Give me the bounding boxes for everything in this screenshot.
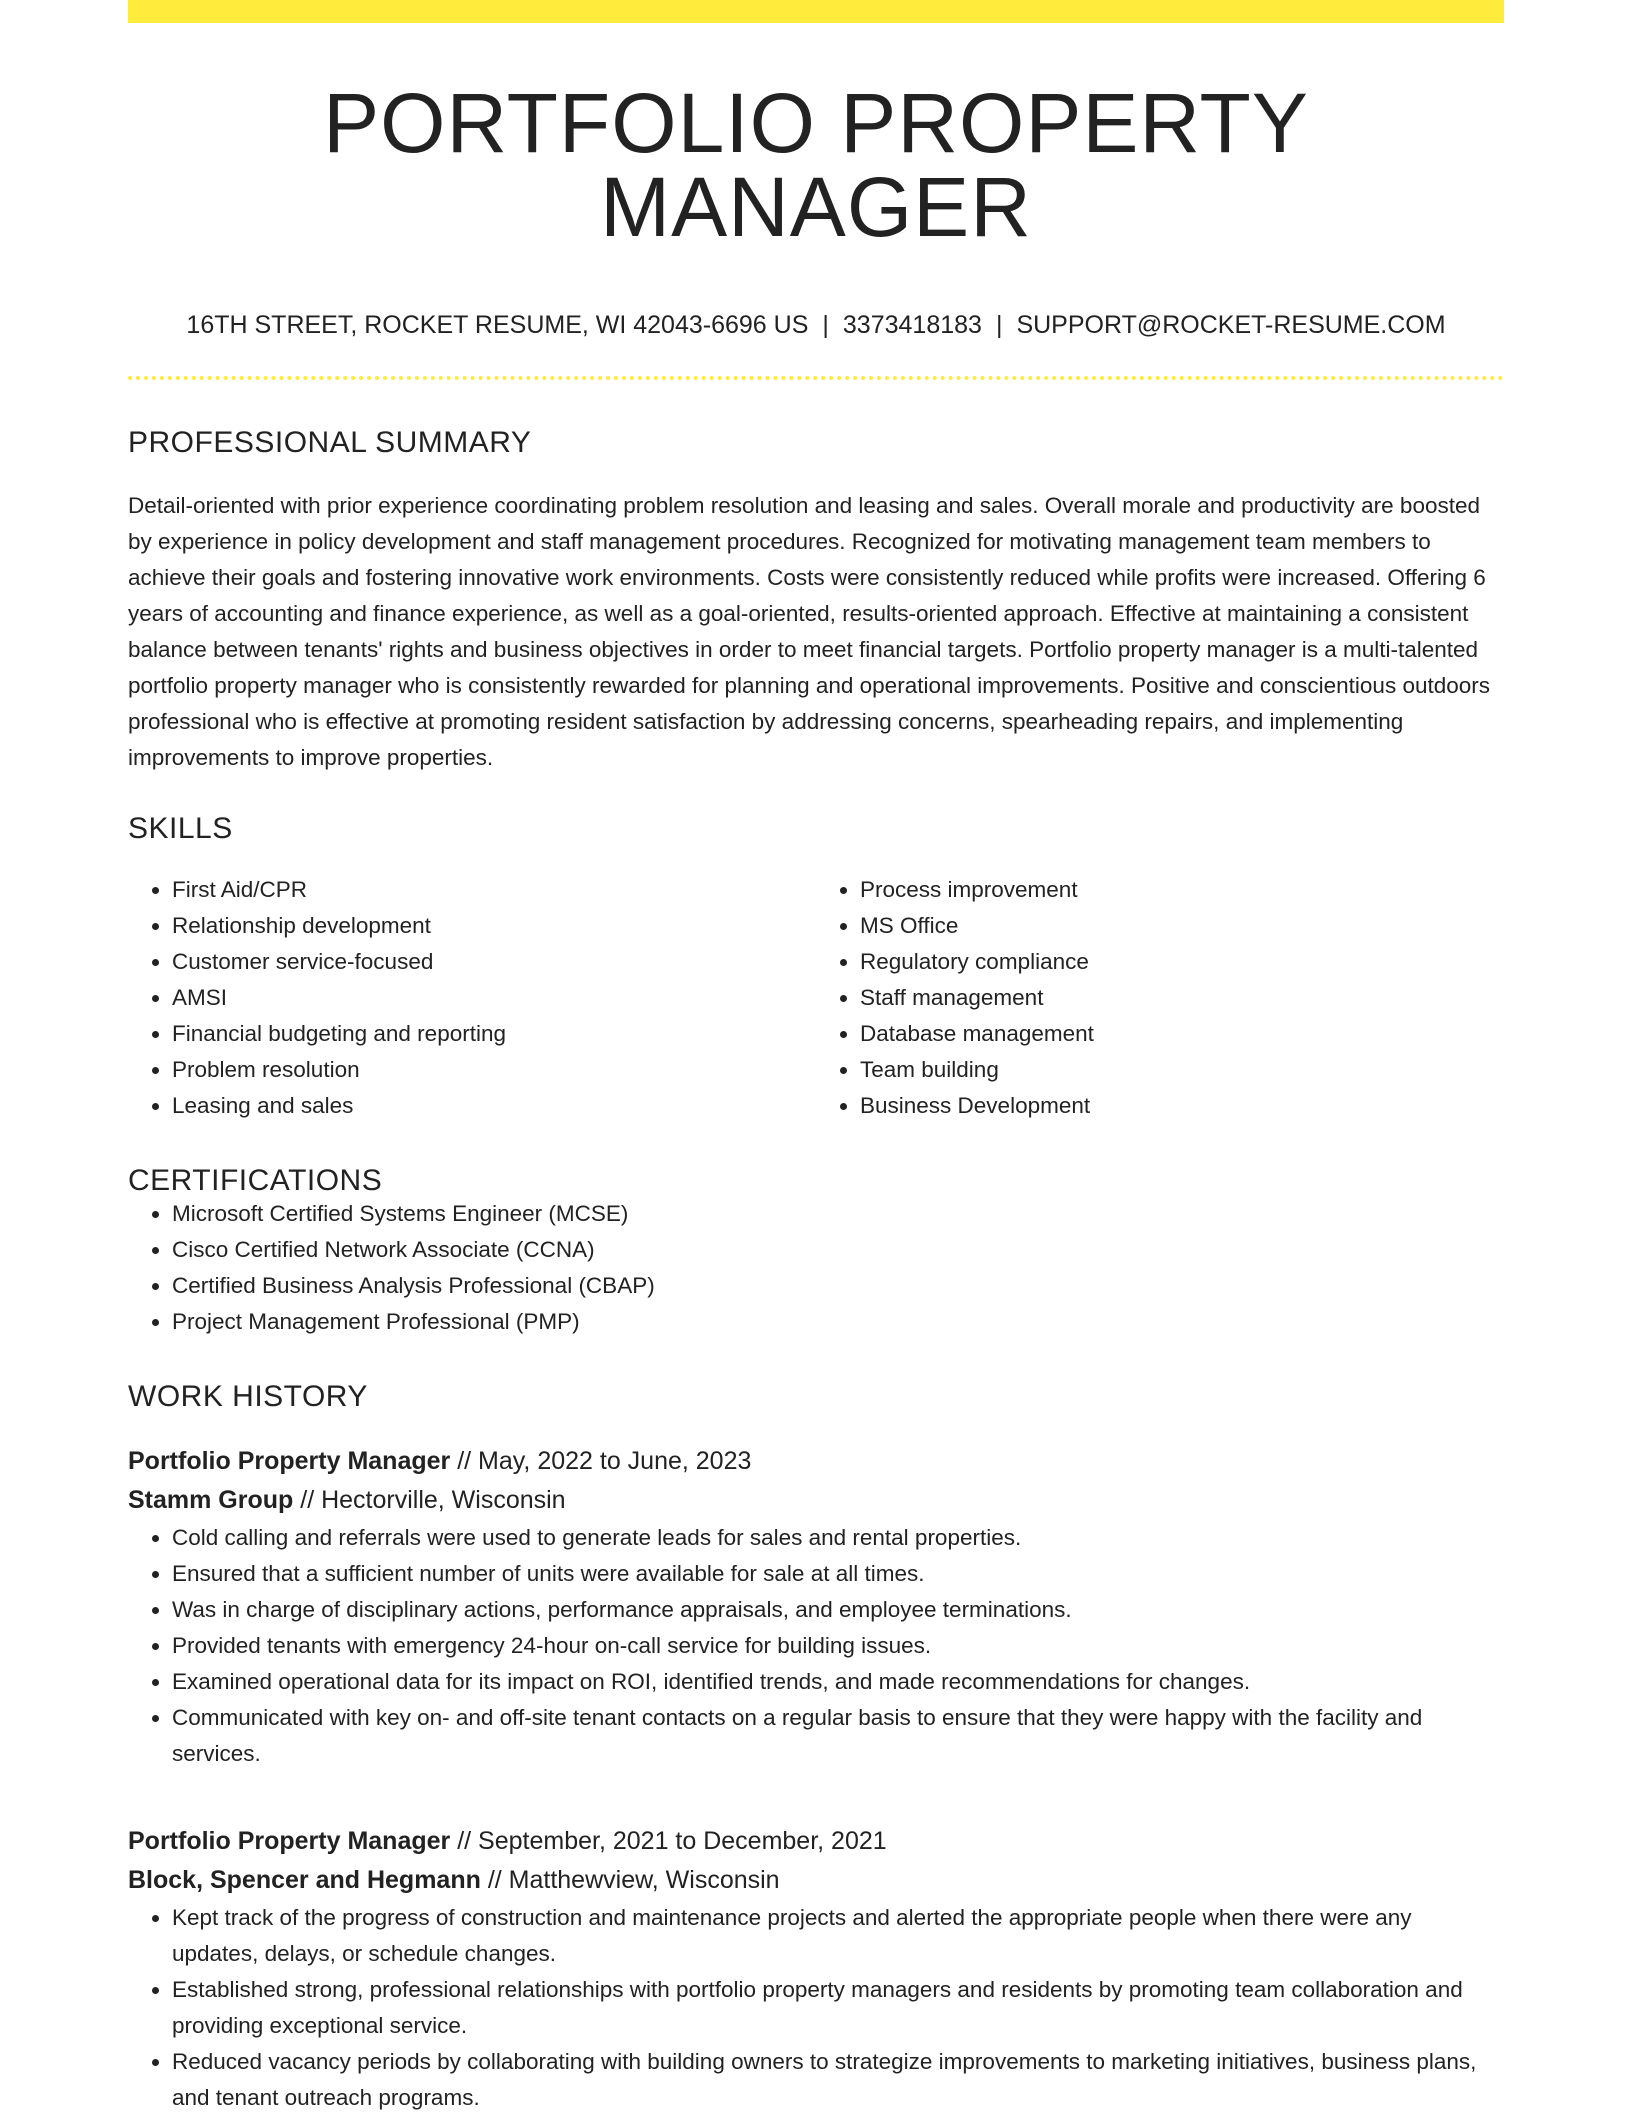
job-bullet: • Established strong, professional relationships with portfolio property managers and residents by promoting team collaboration and providing exceptional service.: [172, 1972, 1504, 2044]
job-title-line: [128, 1442, 1504, 1481]
job-bullet: • Kept track of the progress of construction and maintenance projects and alerted the appropriate people when there were any updates, delays, or schedule changes.: [172, 1900, 1504, 1972]
contact-address: 16TH STREET, ROCKET RESUME, WI 42043-6696 US: [186, 311, 809, 339]
skills-columns: [128, 872, 1504, 1124]
job-title: Portfolio Property Manager: [128, 1827, 451, 1855]
certification-item: • Cisco Certified Network Associate (CCNA): [172, 1232, 1504, 1268]
certification-item: • Microsoft Certified Systems Engineer (MCSE): [172, 1196, 1504, 1232]
job-bullet: • Examined operational data for its impact on ROI, identified trends, and made recommendations for changes.: [172, 1664, 1504, 1700]
skill-item: • Team building: [860, 1052, 1504, 1088]
dotted-divider: [128, 376, 1504, 380]
skills-list-right: [816, 872, 1504, 1124]
skill-item: • Customer service-focused: [172, 944, 816, 980]
skill-item: • Relationship development: [172, 908, 816, 944]
job-dates: // September, 2021 to December, 2021: [450, 1827, 887, 1855]
skill-item: • Financial budgeting and reporting: [172, 1016, 816, 1052]
skill-item: • First Aid/CPR: [172, 872, 816, 908]
skill-item: • Process improvement: [860, 872, 1504, 908]
skill-item: • Business Development: [860, 1088, 1504, 1124]
job-company: Stamm Group: [128, 1486, 294, 1514]
contact-separator: |: [995, 311, 1003, 339]
skill-item: • AMSI: [172, 980, 816, 1016]
contact-line: [128, 313, 1504, 338]
job-bullets: [128, 1520, 1504, 1772]
job-dates: // May, 2022 to June, 2023: [450, 1447, 752, 1475]
job-company-line: [128, 1861, 1504, 1900]
certification-item: • Certified Business Analysis Professional (CBAP): [172, 1268, 1504, 1304]
skill-item: • Regulatory compliance: [860, 944, 1504, 980]
job-bullet: • Was in charge of disciplinary actions, performance appraisals, and employee terminations.: [172, 1592, 1504, 1628]
job-location: // Matthewview, Wisconsin: [480, 1866, 780, 1894]
job-title: Portfolio Property Manager: [128, 1447, 451, 1475]
job-bullet: • Communicated with key on- and off-site tenant contacts on a regular basis to ensure that they were happy with the facility and services.: [172, 1700, 1504, 1772]
job-bullet: • Ensured that a sufficient number of units were available for sale at all times.: [172, 1556, 1504, 1592]
skills-list-left: [128, 872, 816, 1124]
contact-email: SUPPORT@ROCKET-RESUME.COM: [1016, 311, 1446, 339]
resume-page: [128, 0, 1504, 2116]
job-bullet: • Provided tenants with emergency 24-hour on-call service for building issues.: [172, 1628, 1504, 1664]
job-entry: [128, 1822, 1504, 2116]
job-entry: [128, 1442, 1504, 1772]
summary-heading: PROFESSIONAL SUMMARY: [128, 426, 532, 459]
contact-phone: 3373418183: [842, 311, 982, 339]
skill-item: • Staff management: [860, 980, 1504, 1016]
certification-item: • Project Management Professional (PMP): [172, 1304, 1504, 1340]
skill-item: • MS Office: [860, 908, 1504, 944]
job-location: // Hectorville, Wisconsin: [293, 1486, 566, 1514]
accent-bar: [128, 0, 1504, 23]
job-bullet: • Cold calling and referrals were used to generate leads for sales and rental properties.: [172, 1520, 1504, 1556]
contact-separator: |: [822, 311, 829, 339]
work-history-heading: WORK HISTORY: [128, 1380, 368, 1413]
job-company: Block, Spencer and Hegmann: [128, 1866, 481, 1894]
certifications-list: [128, 1196, 1504, 1340]
skill-item: • Database management: [860, 1016, 1504, 1052]
job-company-line: [128, 1481, 1504, 1520]
job-title-line: [128, 1822, 1504, 1861]
certifications-heading: CERTIFICATIONS: [128, 1164, 383, 1197]
skill-item: • Problem resolution: [172, 1052, 816, 1088]
skills-heading: SKILLS: [128, 812, 233, 845]
resume-name: PORTFOLIO PROPERTY MANAGER: [323, 76, 1309, 254]
job-bullets: [128, 1900, 1504, 2116]
skill-item: • Leasing and sales: [172, 1088, 816, 1124]
job-bullet: • Reduced vacancy periods by collaborating with building owners to strategize improvements to marketing initiatives, business plans, and tenant outreach programs.: [172, 2044, 1504, 2116]
summary-text: Detail-oriented with prior experience coordinating problem resolution and leasing and sales. Overall morale and productivity are boosted by experience in policy development and staff management procedures. Recognized for motivating management team members to achieve their goals and fostering innovative work environments. Costs were consistently reduced while profits were increased. Offering 6 years of accounting and finance experience, as well as a goal-oriented, results-oriented approach. Effective at maintaining a consistent balance between tenants' rights and business objectives in order to meet financial targets. Portfolio property manager is a multi-talented portfolio property manager who is consistently rewarded for planning and operational improvements. Positive and conscientious outdoors professional who is effective at promoting resident satisfaction by addressing concerns, spearheading repairs, and implementing improvements to improve properties.: [128, 493, 1491, 770]
